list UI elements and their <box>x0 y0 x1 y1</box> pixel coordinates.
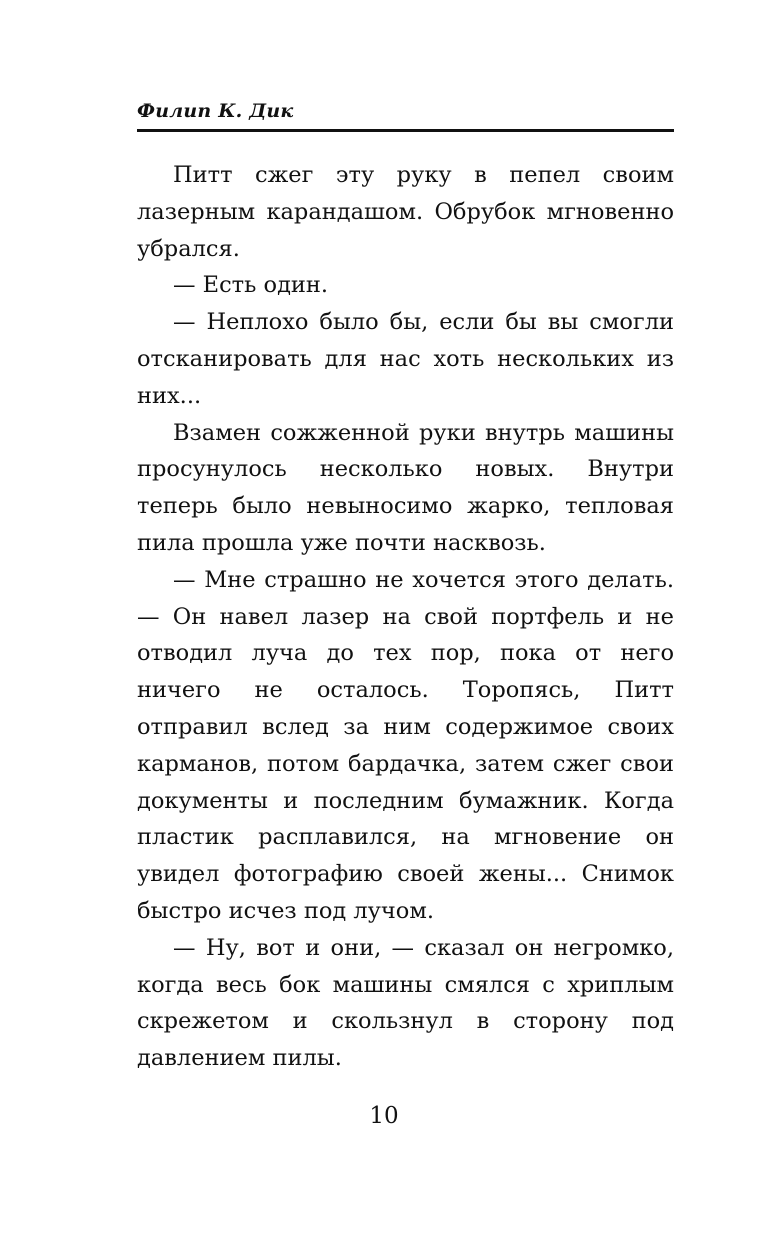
paragraph: — Ну, вот и они, — сказал он негромко, когда весь бок машины смялся с хриплым скрежетом и скользнул в сторону под давлением пилы. <box>137 934 674 1072</box>
paragraph: Питт сжег эту руку в пепел своим лазерным карандашом. Обрубок мгновенно убрался. <box>137 162 674 262</box>
paragraph: — Мне страшно не хочется этого делать. — Он навел лазер на свой портфель и не отводил луча до тех пор, пока от него ничего не осталось. Торопясь, Питт отправил вслед за ним содержимое своих карманов, потом бардачка, затем сжег свои документы и последним бумажник. Когда пластик расплавился, на мгновение он увидел фотографию своей жены... Снимок быстро исчез под лучом. <box>137 566 674 924</box>
paragraph: Взамен сожженной руки внутрь машины просунулось несколько новых. Внутри теперь было невыносимо жарко, тепловая пила прошла уже почти насквозь. <box>137 419 674 556</box>
header-rule <box>137 129 674 132</box>
body-text <box>137 157 674 1077</box>
page-number: 10 <box>369 1103 399 1129</box>
paragraph: — Неплохо было бы, если бы вы смогли отсканировать для нас хоть нескольких из них... <box>137 309 674 409</box>
paragraph: — Есть один. <box>173 272 329 299</box>
running-head-author: Филип К. Дик <box>137 100 294 122</box>
